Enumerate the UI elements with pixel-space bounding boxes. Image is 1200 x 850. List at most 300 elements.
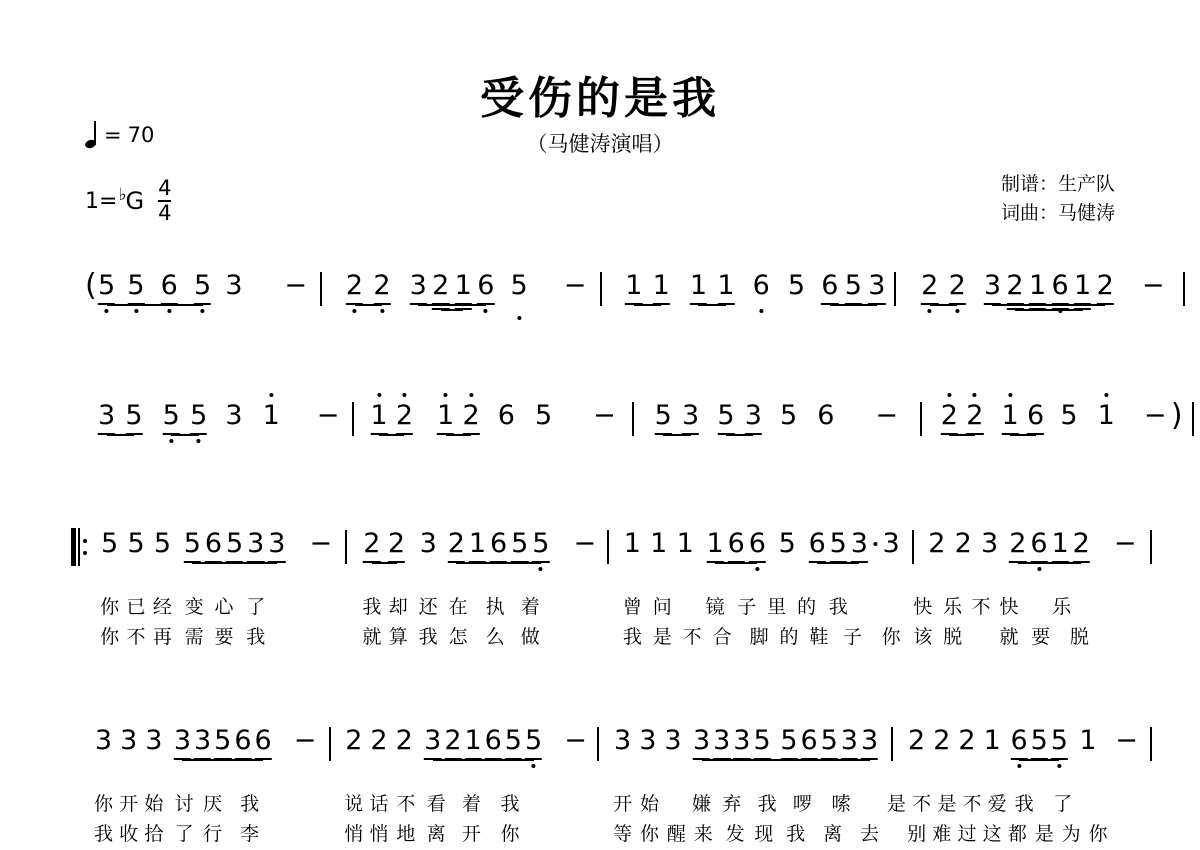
octave-down-dot xyxy=(1017,764,1021,768)
note: 2 xyxy=(447,528,465,559)
time-numerator: 4 xyxy=(158,176,172,200)
beam xyxy=(473,759,493,761)
note: 2 xyxy=(396,400,413,431)
note: 3 xyxy=(744,400,762,431)
note: 1 xyxy=(1074,270,1092,301)
beam xyxy=(1018,562,1039,564)
note: − xyxy=(563,270,587,301)
beam xyxy=(949,434,974,436)
beam xyxy=(379,434,404,436)
lyric-syllable: 看 xyxy=(426,793,446,815)
note: 6 xyxy=(821,270,839,301)
beam xyxy=(1038,309,1061,311)
beam xyxy=(838,562,859,564)
octave-down-dot xyxy=(134,309,138,313)
beam xyxy=(456,562,477,564)
barline xyxy=(600,272,602,306)
note: 6 xyxy=(477,270,494,301)
note: 3 xyxy=(268,528,286,559)
octave-down-dot xyxy=(955,309,959,313)
beam xyxy=(742,759,762,761)
beam xyxy=(1039,562,1060,564)
beam xyxy=(702,759,722,761)
lyric-syllable: 鞋 xyxy=(809,626,829,648)
lyric-syllable: 是 xyxy=(652,626,672,648)
note: 2 xyxy=(1009,528,1027,559)
augmentation-dot xyxy=(873,542,877,546)
beam xyxy=(169,304,202,306)
note: 3 xyxy=(851,528,868,559)
note: 6 xyxy=(1010,725,1027,756)
quarter-note-icon xyxy=(85,120,98,150)
beam xyxy=(355,304,382,306)
note: 5 xyxy=(1051,725,1068,756)
lyric-syllable: 爱 xyxy=(987,793,1007,815)
note: 3 xyxy=(94,725,113,756)
note: 1 xyxy=(464,725,482,756)
lyric-syllable: 却 xyxy=(388,596,408,618)
barline xyxy=(912,530,914,564)
verse-line-1-lyrics-1 xyxy=(85,592,1115,618)
note: 6 xyxy=(204,528,223,559)
beam xyxy=(107,304,136,306)
beam xyxy=(930,304,957,306)
note: 5 xyxy=(226,528,244,559)
beam xyxy=(243,759,263,761)
note: 6 xyxy=(817,400,835,431)
note: 5 xyxy=(1060,400,1078,431)
lyric-syllable: 你 xyxy=(1088,823,1108,845)
note: 5 xyxy=(778,528,796,559)
note: 3 xyxy=(840,725,858,756)
lyric-syllable: 再 xyxy=(152,626,172,648)
note: 5 xyxy=(98,270,115,301)
note: 1 xyxy=(717,270,735,301)
lyric-syllable: 问 xyxy=(652,596,672,618)
lyric-syllable: 了 xyxy=(174,823,194,845)
beam xyxy=(477,562,498,564)
lyric-syllable: 难 xyxy=(932,823,952,845)
repeat-start-sign xyxy=(71,528,85,566)
lyric-syllable: 执 xyxy=(485,596,505,618)
lyric-syllable: 不 xyxy=(682,626,702,648)
beam xyxy=(726,434,753,436)
lyric-syllable: 你 xyxy=(639,823,659,845)
lyric-syllable: 脱 xyxy=(1069,626,1089,648)
note: 2 xyxy=(966,400,983,431)
note: − xyxy=(284,270,307,301)
lyric-syllable: 离 xyxy=(426,823,446,845)
note: 2 xyxy=(432,270,450,301)
lyric-syllable: 别 xyxy=(907,823,927,845)
octave-down-dot xyxy=(755,567,759,571)
beam xyxy=(213,562,234,564)
note: 2 xyxy=(373,270,390,301)
beam xyxy=(1060,562,1081,564)
beam xyxy=(182,759,202,761)
octave-down-dot xyxy=(105,309,109,313)
note: 3 xyxy=(145,725,163,756)
note: 2 xyxy=(370,725,388,756)
music-system-4 xyxy=(85,725,1138,845)
note: 5 xyxy=(511,528,529,559)
lyric-syllable: 李 xyxy=(240,823,260,845)
lyric-syllable: 是 xyxy=(1034,823,1054,845)
barline xyxy=(352,402,354,436)
note: 3 xyxy=(424,725,442,756)
note: 1 xyxy=(689,270,708,301)
note: 6 xyxy=(1052,270,1069,301)
note: 2 xyxy=(387,528,406,559)
beam xyxy=(223,759,243,761)
lyric-syllable: 你 xyxy=(100,596,120,618)
lyric-syllable: 不 xyxy=(971,596,991,618)
lyric-syllable: 了 xyxy=(1053,793,1073,815)
lyric-syllable: 这 xyxy=(982,823,1002,845)
note: 2 xyxy=(928,528,946,559)
note: 3 xyxy=(194,725,212,756)
lyric-syllable: 的 xyxy=(779,626,799,648)
note: 2 xyxy=(395,725,413,756)
lyric-syllable: 我 xyxy=(93,823,113,845)
note: 3 xyxy=(713,725,731,756)
lyric-syllable: 曾 xyxy=(622,596,642,618)
lyric-syllable: 是 xyxy=(937,793,957,815)
note: 5 xyxy=(153,528,172,559)
note: 6 xyxy=(808,528,826,559)
note: 6 xyxy=(161,270,178,301)
octave-down-dot xyxy=(380,309,384,313)
note: − xyxy=(564,725,587,756)
lyric-syllable: 么 xyxy=(485,626,505,648)
beam xyxy=(1010,434,1035,436)
octave-down-dot xyxy=(532,764,536,768)
lyric-syllable: 不 xyxy=(962,793,982,815)
beam xyxy=(789,759,809,761)
note: 5 xyxy=(127,528,145,559)
tempo-marking xyxy=(85,120,154,150)
octave-down-dot xyxy=(759,309,763,313)
barline xyxy=(320,272,322,306)
beam xyxy=(446,434,471,436)
verse-line-1-lyrics-2 xyxy=(85,622,1115,648)
lyric-syllable: 了 xyxy=(246,596,266,618)
note: − xyxy=(1113,528,1137,559)
note: 5 xyxy=(780,400,798,431)
note: − xyxy=(593,400,616,431)
note: 6 xyxy=(490,528,508,559)
note: 6 xyxy=(753,270,770,301)
lyric-syllable: 合 xyxy=(712,626,732,648)
note: − xyxy=(1115,725,1138,756)
note: 2 xyxy=(908,725,926,756)
note: 1 xyxy=(1028,270,1047,301)
lyric-syllable: 的 xyxy=(797,596,817,618)
credits-block xyxy=(1001,170,1115,227)
lyric-syllable: 来 xyxy=(693,823,713,845)
note: 2 xyxy=(363,528,381,559)
lyric-syllable: 你 xyxy=(93,793,113,815)
octave-down-dot xyxy=(353,309,357,313)
lyric-syllable: 醒 xyxy=(666,823,686,845)
credit-composer: 词曲：马健涛 xyxy=(1000,201,1115,224)
barline xyxy=(632,402,634,436)
music-system-2 xyxy=(85,398,1183,452)
barline xyxy=(894,272,896,306)
beam xyxy=(830,304,854,306)
note: 2 xyxy=(1072,528,1090,559)
note: 1 xyxy=(454,270,472,301)
note: 6 xyxy=(497,400,515,431)
lyric-syllable: 还 xyxy=(418,596,438,618)
intro-line-2-notes xyxy=(85,398,1183,452)
verse-line-1-notes xyxy=(85,528,1137,580)
note: 2 xyxy=(1006,270,1024,301)
lyric-syllable: 就 xyxy=(362,626,382,648)
lyric-syllable: 不 xyxy=(912,793,932,815)
note: 1 xyxy=(263,400,280,431)
lyric-syllable: 你 xyxy=(100,626,120,648)
note: 3 xyxy=(639,725,657,756)
lyric-syllable: 都 xyxy=(1007,823,1027,845)
lyric-syllable: 开 xyxy=(119,793,139,815)
lyric-syllable: 快 xyxy=(913,596,933,618)
note: 5 xyxy=(844,270,862,301)
note: 5 xyxy=(101,528,119,559)
lyric-syllable: 乐 xyxy=(943,596,963,618)
note: 6 xyxy=(749,528,766,559)
lyric-syllable: 你 xyxy=(881,626,901,648)
lyric-syllable: 嫌 xyxy=(692,793,712,815)
note: 1 xyxy=(706,528,724,559)
barline xyxy=(345,530,347,564)
note: 3 xyxy=(981,528,999,559)
barline xyxy=(891,727,893,761)
beam xyxy=(441,309,464,311)
beam xyxy=(698,304,725,306)
note: 5 xyxy=(194,270,211,301)
note: 5 xyxy=(190,400,207,431)
beam xyxy=(1015,304,1038,306)
lyric-syllable: 等 xyxy=(613,823,633,845)
beam xyxy=(849,759,869,761)
credit-arranger: 制谱：生产队 xyxy=(1000,173,1115,195)
beam xyxy=(256,562,277,564)
note: 5 xyxy=(125,400,143,431)
beam xyxy=(992,304,1015,306)
note: 3 xyxy=(868,270,886,301)
lyric-syllable: 脱 xyxy=(943,626,963,648)
lyric-syllable: 讨 xyxy=(174,793,194,815)
note: 5 xyxy=(127,270,144,301)
beam xyxy=(493,759,513,761)
page-subtitle: （马健涛演唱） xyxy=(526,132,674,156)
octave-up-dot xyxy=(469,393,473,397)
lyric-syllable: 发 xyxy=(725,823,745,845)
note: 6 xyxy=(484,725,502,756)
lyric-syllable: 就 xyxy=(999,626,1019,648)
octave-down-dot xyxy=(1057,764,1061,768)
octave-up-dot xyxy=(1008,393,1012,397)
lyric-syllable: 我 xyxy=(1014,793,1034,815)
lyric-syllable: 始 xyxy=(144,793,164,815)
note: 2 xyxy=(444,725,462,756)
lyric-syllable: 需 xyxy=(184,626,204,648)
note: 2 xyxy=(954,528,972,559)
note: 5 xyxy=(829,528,847,559)
note: 5 xyxy=(504,725,522,756)
note: 1 xyxy=(468,528,487,559)
beam xyxy=(715,562,736,564)
beam xyxy=(372,562,397,564)
lyric-syllable: 现 xyxy=(754,823,774,845)
beam xyxy=(853,304,877,306)
lyric-syllable: 我 xyxy=(418,626,438,648)
verse-line-2-notes xyxy=(85,725,1138,777)
lyric-syllable: 子 xyxy=(842,626,862,648)
lyric-syllable: 怎 xyxy=(448,626,468,648)
octave-down-dot xyxy=(928,309,932,313)
beam xyxy=(235,562,256,564)
note: 6 xyxy=(254,725,272,756)
lyric-syllable: 啰 xyxy=(792,793,812,815)
beam xyxy=(762,759,789,761)
lyric-syllable: 始 xyxy=(639,793,659,815)
lyric-syllable: 着 xyxy=(461,793,481,815)
lyric-syllable: 要 xyxy=(214,626,234,648)
barline xyxy=(920,402,922,436)
note: 6 xyxy=(727,528,745,559)
note: 1 xyxy=(437,400,454,431)
flat-icon: ♭ xyxy=(118,185,127,205)
note: 5 xyxy=(532,528,549,559)
note: 3 xyxy=(682,400,700,431)
octave-up-dot xyxy=(973,393,977,397)
note: 1 xyxy=(1079,725,1097,756)
octave-down-dot xyxy=(167,309,171,313)
note: 1 xyxy=(370,400,387,431)
lyric-syllable: 变 xyxy=(184,596,204,618)
beam xyxy=(663,434,690,436)
note: 5 xyxy=(820,725,838,756)
note: − xyxy=(875,400,898,431)
intro-line-1-notes xyxy=(85,268,1165,322)
barline xyxy=(329,727,331,761)
lyric-syllable: 悄 xyxy=(369,823,389,845)
note: 2 xyxy=(921,270,938,301)
time-denominator: 4 xyxy=(158,201,172,225)
lyric-syllable: 在 xyxy=(448,596,468,618)
note: 5 xyxy=(787,270,806,301)
note: 1 xyxy=(625,270,643,301)
note: 3 xyxy=(225,270,243,301)
tempo-equals: = xyxy=(104,123,122,147)
note: 5 xyxy=(1030,725,1048,756)
lyric-syllable: 已 xyxy=(126,596,146,618)
note: 2 xyxy=(463,400,480,431)
verse-line-2-lyrics-2 xyxy=(85,819,1115,845)
lyric-syllable: 开 xyxy=(461,823,481,845)
octave-down-dot xyxy=(517,316,521,320)
barline xyxy=(607,530,609,564)
lyric-syllable: 嗦 xyxy=(831,793,851,815)
lyric-syllable: 我 xyxy=(786,823,806,845)
lyric-syllable: 过 xyxy=(957,823,977,845)
lyric-syllable: 你 xyxy=(500,823,520,845)
octave-up-dot xyxy=(947,393,951,397)
note: 3 xyxy=(97,400,116,431)
note: − xyxy=(1143,400,1167,431)
note: 3 xyxy=(882,528,900,559)
beam xyxy=(203,759,223,761)
note: 3 xyxy=(664,725,682,756)
note: 2 xyxy=(346,270,363,301)
octave-down-dot xyxy=(1037,567,1041,571)
note: 5 xyxy=(780,725,798,756)
note: 3 xyxy=(247,528,265,559)
octave-up-dot xyxy=(1104,393,1108,397)
note: 2 xyxy=(345,725,363,756)
note: 1 xyxy=(623,528,641,559)
note: 5 xyxy=(511,270,528,301)
barline xyxy=(1150,727,1152,761)
note: 3 xyxy=(692,725,711,756)
music-system-3 xyxy=(85,528,1137,648)
lyric-syllable: 悄 xyxy=(344,823,364,845)
lyric-syllable: 心 xyxy=(214,596,234,618)
music-system-1 xyxy=(85,268,1165,322)
lyric-syllable: 快 xyxy=(999,596,1019,618)
beam xyxy=(829,759,849,761)
note: 5 xyxy=(535,400,553,431)
note: 5 xyxy=(654,400,672,431)
octave-up-dot xyxy=(269,393,273,397)
lyric-syllable: 行 xyxy=(203,823,223,845)
note: 6 xyxy=(234,725,252,756)
note: − xyxy=(309,528,333,559)
lyric-syllable: 经 xyxy=(152,596,172,618)
note: − xyxy=(316,400,340,431)
beam xyxy=(1038,304,1061,306)
octave-down-dot xyxy=(197,439,201,443)
beam xyxy=(520,562,541,564)
note: 5 xyxy=(183,528,201,559)
note: 2 xyxy=(933,725,951,756)
beam xyxy=(634,304,661,306)
lyric-syllable: 不 xyxy=(126,626,146,648)
lyric-syllable: 我 xyxy=(828,596,848,618)
beam xyxy=(499,562,520,564)
note: 3 xyxy=(860,725,879,756)
note: 3 xyxy=(983,270,1002,301)
octave-down-dot xyxy=(484,309,488,313)
octave-up-dot xyxy=(377,393,381,397)
note: 5 xyxy=(525,725,542,756)
lyric-syllable: 要 xyxy=(1031,626,1051,648)
beam xyxy=(1060,309,1083,311)
note: 5 xyxy=(717,400,735,431)
lyric-syllable: 是 xyxy=(886,793,906,815)
note: 1 xyxy=(1002,400,1019,431)
lyric-syllable: 乐 xyxy=(1052,596,1072,618)
verse-line-2-lyrics-1 xyxy=(85,789,1115,815)
note: 6 xyxy=(1027,400,1045,431)
note: 3 xyxy=(419,528,437,559)
note: 5 xyxy=(163,400,180,431)
lyric-syllable: 厌 xyxy=(203,793,223,815)
lyric-syllable: 我 xyxy=(500,793,520,815)
note: 3 xyxy=(225,400,243,431)
